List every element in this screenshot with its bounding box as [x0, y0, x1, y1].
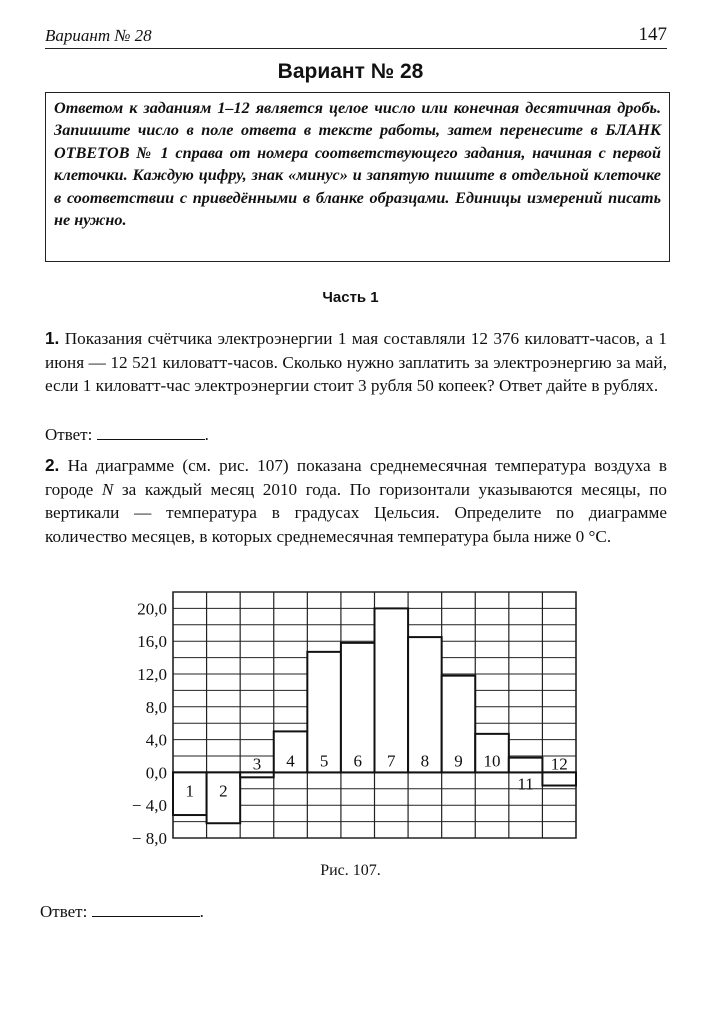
bar-label: 9 [454, 751, 463, 771]
bar-label: 12 [550, 754, 568, 774]
bar-label: 3 [252, 754, 262, 774]
task-number: 1. [45, 328, 60, 348]
bar-label: 10 [483, 751, 501, 771]
answer-blank[interactable] [92, 900, 200, 917]
y-tick-label: 8,0 [145, 697, 167, 717]
answer-1: Ответ: . [45, 425, 209, 444]
temperature-bar-chart [110, 585, 590, 847]
y-tick-label: − 8,0 [131, 829, 167, 847]
section-heading: Часть 1 [322, 289, 379, 306]
task-2 [45, 454, 667, 548]
task-1 [45, 327, 667, 398]
task-text: за каждый месяц 2010 года. По горизонтали указываются месяцы, по вертикали — температура в градусах Цельсия. Определите по диаграмме количество месяцев, в которых среднемесячная температура была ниже 0 °C. [45, 479, 668, 546]
bar-label: 2 [219, 781, 228, 801]
bar-label: 4 [286, 751, 295, 771]
bar-month-12 [542, 772, 576, 785]
bar-month-7 [375, 608, 409, 772]
running-header [45, 20, 667, 49]
page-number: 147 [638, 24, 667, 45]
bar-label: 8 [420, 751, 430, 771]
bar-label: 11 [517, 774, 534, 794]
bar-label: 1 [185, 781, 195, 801]
y-tick-label: 12,0 [137, 665, 167, 684]
bar-label: 6 [353, 751, 362, 771]
answer-label: Ответ: [40, 902, 88, 921]
figure-caption: Рис. 107. [320, 862, 381, 879]
instructions-box: Ответом к заданиям 1–12 является целое число или конечная десятичная дробь. Запишите число в поле ответа в тексте работы, затем перенесите в БЛАНК ОТВЕТОВ № 1 справа от номера соответствующего задания, начиная с первой клеточки. Каждую цифру, знак «минус» и запятую пишите в отдельной клеточке в соответствии с приведёнными в бланке образцами. Единицы измерений писать не нужно. [45, 92, 670, 262]
task-number: 2. [45, 455, 60, 475]
bar-month-11 [509, 758, 543, 773]
bar-label: 5 [319, 751, 329, 771]
answer-label: Ответ: [45, 425, 93, 444]
y-tick-label: 0,0 [145, 763, 167, 783]
running-header-title: Вариант № 28 [45, 26, 152, 45]
answer-blank[interactable] [97, 423, 205, 440]
bar-label: 7 [387, 751, 396, 771]
city-variable: N [101, 479, 114, 499]
task-text: На диаграмме (см. рис. 107) показана среднемесячная температура воздуха в городе [45, 456, 667, 499]
page-title: Вариант № 28 [277, 60, 424, 83]
y-tick-label: 16,0 [137, 632, 167, 652]
task-text: Показания счётчика электроэнергии 1 мая составляли 12 376 киловатт-часов, а 1 июня — 12 521 киловатт-часов. Сколько нужно заплатить за электроэнергию за май, если 1 киловатт-час электроэнергии стоит 3 рубля 50 копеек? Ответ дайте в рублях. [45, 329, 667, 396]
y-tick-label: 20,0 [137, 599, 167, 619]
y-tick-label: − 4,0 [131, 796, 167, 816]
answer-2: Ответ: . [40, 902, 204, 921]
y-tick-label: 4,0 [145, 730, 167, 750]
